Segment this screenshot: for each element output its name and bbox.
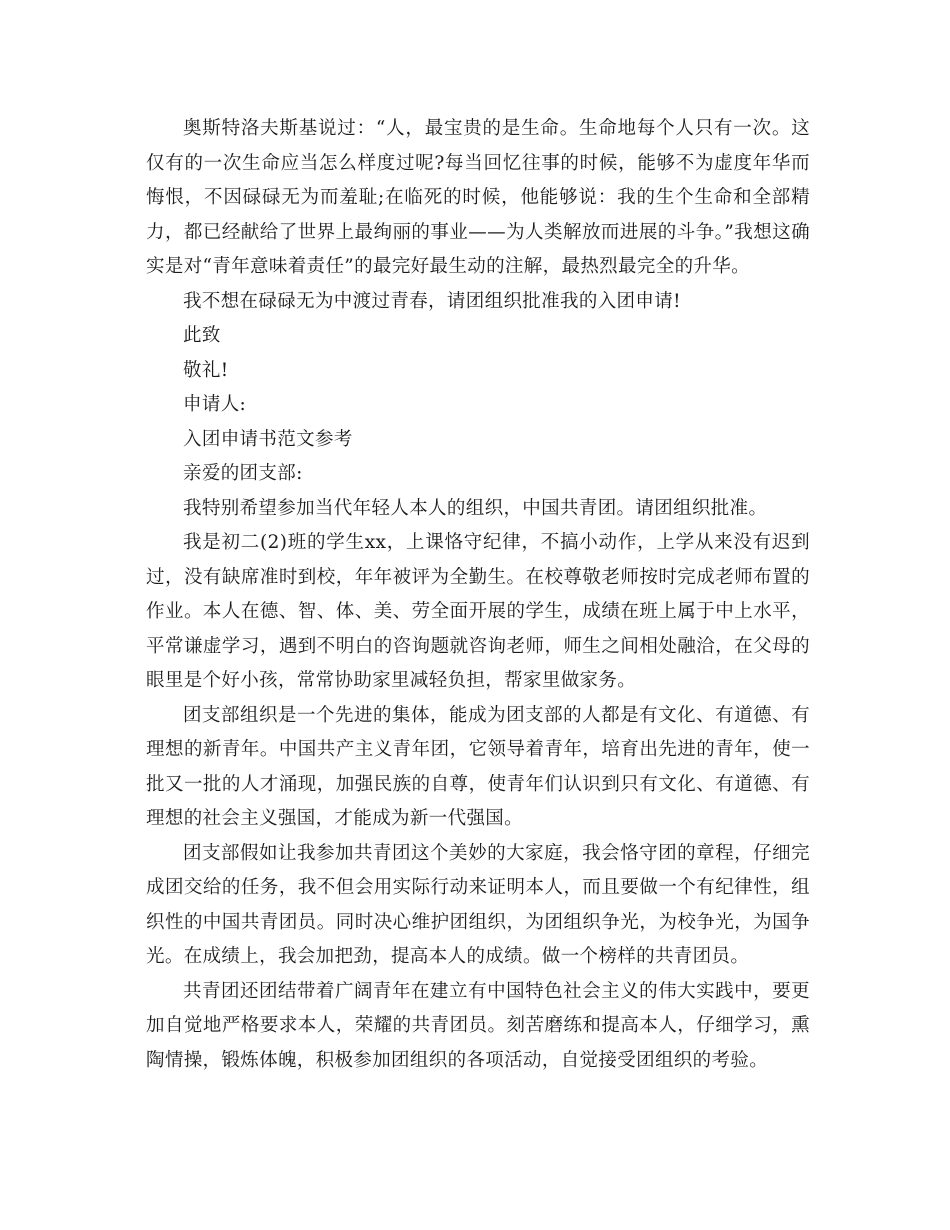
paragraph-intro: 我特别希望参加当代年轻人本人的组织，中国共青团。请团组织批准。 bbox=[183, 497, 768, 519]
closing-regards: 敬礼! bbox=[183, 359, 229, 381]
section-title: 入团申请书范文参考 bbox=[183, 428, 353, 450]
paragraph-commitment: 团支部假如让我参加共青团这个美妙的大家庭，我会恪守团的章程，仔细完成团交给的任务，我不但会用实际行动来证明本人，而且要做一个有纪律性，组织性的中国共青团员。同时决心维护团组织，为团组织争光，为校争光，为国争光。在成绩上，我会加把劲，提高本人的成绩。做一个榜样的共青团员。 bbox=[146, 842, 810, 967]
paragraph-quote: 奥斯特洛夫斯基说过：“人，最宝贵的是生命。生命地每个人只有一次。这仅有的一次生命应当怎么样度过呢?每当回忆往事的时候，能够不为虚度年华而悔恨，不因碌碌无为而羞耻;在临死的时候，他能够说：我的生个生命和全部精力，都已经献给了世界上最绚丽的事业——为人类解放而进展的斗争。”我想这确实是对“青年意味着责任”的最完好最生动的注解，最热烈最完全的升华。 bbox=[146, 118, 810, 277]
paragraph-organization: 团支部组织是一个先进的集体，能成为团支部的人都是有文化、有道德、有理想的新青年。中国共产主义青年团，它领导着青年，培育出先进的青年，使一批又一批的人才涌现，加强民族的自尊，使青年们认识到只有文化、有道德、有理想的社会主义强国，才能成为新一代强国。 bbox=[146, 704, 810, 829]
paragraph-self-description: 我是初二(2)班的学生xx，上课恪守纪律，不搞小动作，上学从来没有迟到过，没有缺席准时到校，年年被评为全勤生。在校尊敬老师按时完成老师布置的作业。本人在德、智、体、美、劳全面开展的学生，成绩在班上属于中上水平，平常谦虚学习，遇到不明白的咨询题就咨询老师，师生之间相处融洽，在父母的眼里是个好小孩，常常协助家里减轻负担，帮家里做家务。 bbox=[146, 532, 810, 691]
document-body bbox=[146, 112, 810, 1078]
closing-salutation: 此致 bbox=[183, 325, 221, 346]
greeting: 亲爱的团支部: bbox=[183, 463, 303, 484]
paragraph-request: 我不想在碌碌无为中渡过青春，请团组织批准我的入团申请! bbox=[183, 290, 681, 312]
applicant-label: 申请人: bbox=[183, 394, 247, 415]
paragraph-conclusion: 共青团还团结带着广阔青年在建立有中国特色社会主义的伟大实践中，要更加自觉地严格要求本人，荣耀的共青团员。刻苦磨练和提高本人，仔细学习，熏陶情操，锻炼体魄，积极参加团组织的各项活动，自觉接受团组织的考验。 bbox=[146, 980, 810, 1071]
